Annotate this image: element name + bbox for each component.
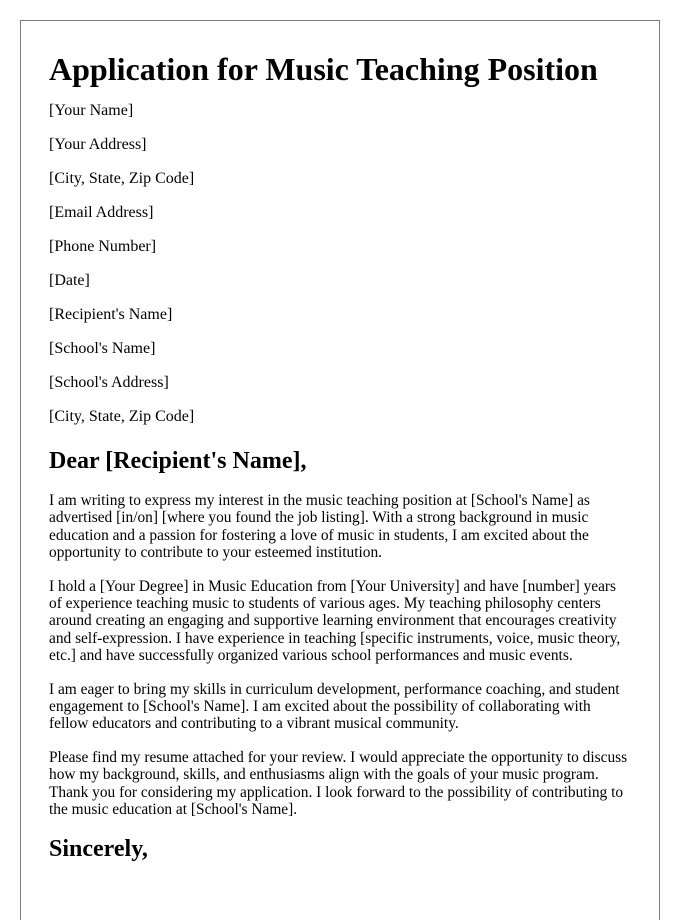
sender-address: [Your Address] — [49, 136, 147, 153]
salutation: Dear [Recipient's Name], — [49, 448, 307, 474]
closing: Sincerely, — [49, 835, 148, 862]
sender-phone: [Phone Number] — [49, 238, 157, 255]
recipient-school: [School's Name] — [49, 340, 156, 357]
letter-title: Application for Music Teaching Position — [49, 51, 598, 87]
sender-email: [Email Address] — [49, 204, 154, 221]
body-paragraph: Please find my resume attached for your review. I would appreciate the opportunity to discuss how my background, skills, and enthusiasms align with the goals of your music program. Thank you for considering my application. I look forward to the possibility of contributing to the music education at [School's Name]. — [49, 748, 628, 819]
body-paragraph: I am writing to express my interest in the music teaching position at [School's Name] as advertised [in/on] [where you found the job listing]. With a strong background in music education and a passion for fostering a love of music in students, I am excited about the opportunity to contribute to your esteemed institution. — [49, 492, 590, 562]
body-paragraph: I hold a [Your Degree] in Music Education from [Your University] and have [number] years of experience teaching music to students of various ages. My teaching philosophy centers around creating an engaging and supportive learning environment that encourages creativity and self-expression. I have experience in teaching [specific instruments, voice, music theory, etc.] and have successfully organized various school performances and music events. — [49, 577, 621, 665]
recipient-city-state-zip: [City, State, Zip Code] — [49, 408, 195, 425]
sender-name: [Your Name] — [49, 102, 134, 119]
body-paragraph: I am eager to bring my skills in curriculum development, performance coaching, and student engagement to [School's Name]. I am excited about the possibility of collaborating with fellow educators and contributing to a vibrant musical community. — [49, 680, 620, 733]
recipient-name: [Recipient's Name] — [49, 306, 173, 323]
letter-page — [20, 20, 660, 920]
sender-city-state-zip: [City, State, Zip Code] — [49, 170, 195, 187]
address-block — [49, 100, 631, 428]
recipient-address: [School's Address] — [49, 374, 169, 391]
letter-date: [Date] — [49, 272, 90, 289]
